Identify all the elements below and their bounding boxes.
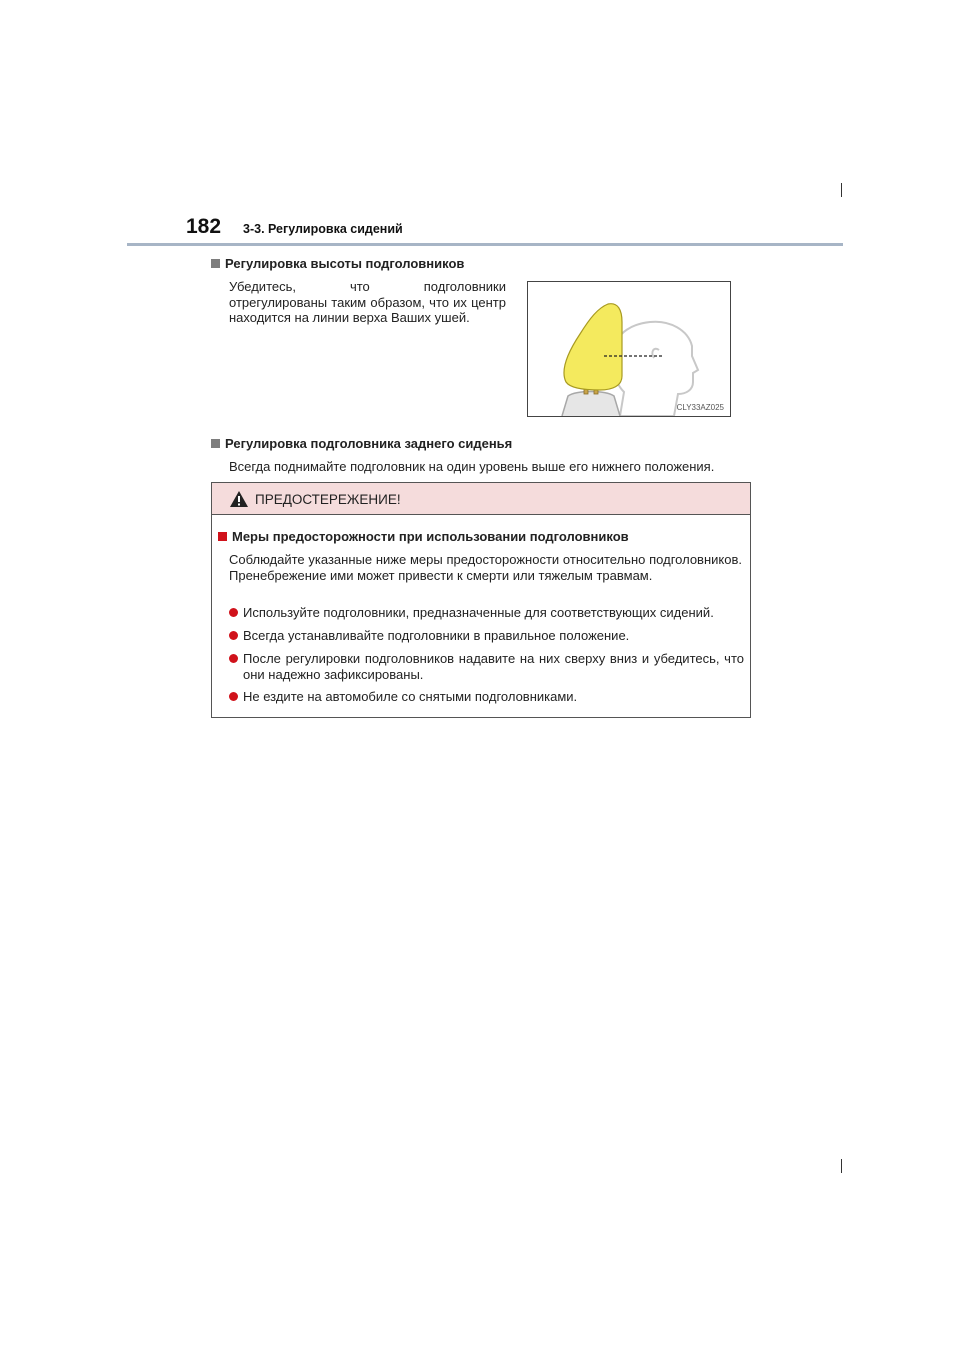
red-dot-bullet-icon [229,692,238,701]
section-heading-text: Регулировка подголовника заднего сиденья [225,436,513,451]
caution-bullet-text: Всегда устанавливайте подголовники в правильное положение. [243,628,630,643]
caution-bullet [229,605,744,621]
red-square-bullet-icon [218,532,227,541]
square-bullet-icon [211,259,220,268]
warning-triangle-icon [229,490,249,508]
section-heading-headrest-height [211,256,464,271]
square-bullet-icon [211,439,220,448]
red-dot-bullet-icon [229,631,238,640]
crop-mark-top [841,183,842,197]
section-heading-text: Регулировка высоты подголовников [225,256,465,271]
caution-bullet [229,651,744,682]
headrest-diagram-icon [528,282,730,416]
page-number: 182 [186,215,222,238]
header-rule [127,243,843,246]
caution-heading-text: Меры предосторожности при использовании подголовников [232,529,629,544]
caution-bullet-text: После регулировки подголовников надавите на них сверху вниз и убедитесь, что они надежно зафиксированы. [243,651,744,682]
caution-bullet-text: Используйте подголовники, предназначенные для соответствующих сидений. [243,605,714,620]
caution-heading [218,529,629,544]
crop-mark-bottom [841,1159,842,1173]
figure-code: CLY33AZ025 [676,403,724,412]
headrest-illustration [527,281,731,417]
caution-bullet-text: Не ездите на автомобиле со снятыми подголовниками. [243,689,578,704]
caution-box [211,482,751,718]
red-dot-bullet-icon [229,654,238,663]
section-paragraph-rear-headrest: Всегда поднимайте подголовник на один уровень выше его нижнего положения. [229,459,715,474]
caution-bullet [229,628,744,644]
caution-bullet [229,689,744,705]
section-paragraph-headrest-height: Убедитесь, что подголовники отрегулированы таким образом, что их центр находится на линии верха Ваших ушей. [229,279,506,325]
red-dot-bullet-icon [229,608,238,617]
caution-intro: Соблюдайте указанные ниже меры предосторожности относительно подголовников. Пренебрежение ими может привести к смерти или тяжелым травмам. [229,552,742,583]
caution-header [212,483,750,515]
caution-title: ПРЕДОСТЕРЕЖЕНИЕ! [255,492,401,507]
chapter-title: 3-3. Регулировка сидений [243,222,403,236]
section-heading-rear-headrest [211,436,512,451]
